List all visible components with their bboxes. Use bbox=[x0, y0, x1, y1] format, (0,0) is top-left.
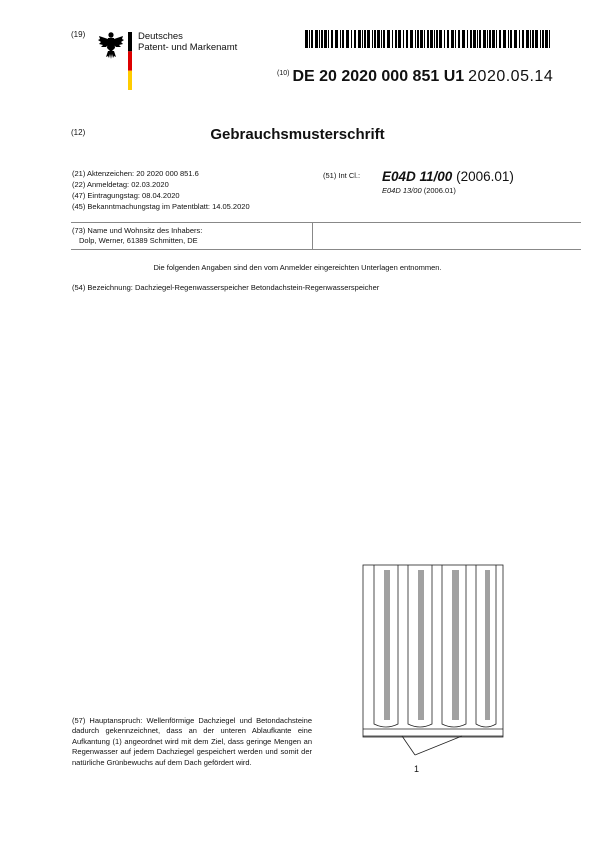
field-57-main-claim: (57) Hauptanspruch: Wellenförmige Dachziegel und Betondachsteine dadurch gekennzeichnet, dass an der unteren Ablaufkante eine Aufkantung (1) angeordnet wird mit dem Ziel, dass geringe Mengen an Regenwasser auf jedem Dachziegel gespeichert werden und somit der natürliche Grünbewuchs auf dem Dach gefördert wird. bbox=[72, 716, 312, 767]
field-54-designation: (54) Bezeichnung: Dachziegel-Regenwasserspeicher Betondachstein-Regenwasserspeicher bbox=[72, 283, 380, 292]
drawing-shade-3 bbox=[452, 570, 459, 720]
barcode-bar bbox=[473, 30, 476, 48]
barcode-bar bbox=[489, 30, 491, 48]
barcode-bar bbox=[367, 30, 370, 48]
field-45-publication-date: (45) Bekanntmachungstag im Patentblatt: 14.05.2020 bbox=[72, 202, 250, 211]
barcode-bar bbox=[374, 30, 376, 48]
barcode-bar bbox=[424, 30, 425, 48]
barcode-bar bbox=[319, 30, 320, 48]
barcode-bar bbox=[377, 30, 380, 48]
barcode-bar bbox=[532, 30, 534, 48]
barcode-bar bbox=[430, 30, 433, 48]
german-flag-stripe bbox=[128, 32, 132, 90]
barcode-bar bbox=[372, 30, 373, 48]
field-73-owner-value: Dolp, Werner, 61389 Schmitten, DE bbox=[79, 236, 198, 245]
barcode-bar bbox=[358, 30, 361, 48]
barcode-bar bbox=[305, 30, 308, 48]
applicant-notice: Die folgenden Angaben sind den vom Anmelder eingereichten Unterlagen entnommen. bbox=[153, 263, 442, 272]
ipc-second-code: E04D 13/00 bbox=[382, 186, 422, 195]
field-73-owner-label: (73) Name und Wohnsitz des Inhabers: bbox=[72, 226, 203, 235]
barcode-bar bbox=[526, 30, 529, 48]
office-name-line1: Deutsches bbox=[138, 31, 183, 42]
divider-top bbox=[71, 222, 581, 223]
barcode-bar bbox=[331, 30, 333, 48]
barcode-bar bbox=[458, 30, 460, 48]
barcode-bar bbox=[434, 30, 435, 48]
barcode-bar bbox=[549, 30, 550, 48]
barcode-bar bbox=[420, 30, 423, 48]
barcode-bar bbox=[392, 30, 393, 48]
barcode-bar bbox=[342, 30, 344, 48]
barcode-bar bbox=[406, 30, 408, 48]
barcode-bar bbox=[492, 30, 495, 48]
barcode-bar bbox=[508, 30, 509, 48]
barcode-bar bbox=[447, 30, 449, 48]
flag-red-stripe bbox=[128, 51, 132, 70]
barcode-bar bbox=[351, 30, 352, 48]
barcode-bar bbox=[542, 30, 544, 48]
barcode-bar bbox=[417, 30, 419, 48]
barcode bbox=[305, 30, 553, 48]
publication-date: 2020.05.14 bbox=[468, 68, 554, 85]
flag-gold-stripe bbox=[128, 71, 132, 90]
barcode-bar bbox=[427, 30, 429, 48]
drawing-reference-label: 1 bbox=[414, 764, 420, 774]
roof-tile-drawing bbox=[362, 564, 520, 774]
barcode-bar bbox=[383, 30, 385, 48]
barcode-bar bbox=[436, 30, 438, 48]
barcode-bar bbox=[530, 30, 531, 48]
drawing-shade-4 bbox=[485, 570, 490, 720]
publication-line bbox=[277, 68, 553, 86]
ipc-main-version: (2006.01) bbox=[456, 169, 514, 184]
barcode-bar bbox=[467, 30, 468, 48]
drawing-shade-2 bbox=[418, 570, 424, 720]
barcode-bar bbox=[470, 30, 472, 48]
field-51-ipc-label: (51) Int Cl.: bbox=[323, 171, 361, 180]
office-name-line2: Patent- und Markenamt bbox=[138, 42, 238, 53]
barcode-bar bbox=[522, 30, 524, 48]
barcode-bar bbox=[503, 30, 506, 48]
flag-black-stripe bbox=[128, 32, 132, 51]
barcode-bar bbox=[354, 30, 356, 48]
divider-vertical bbox=[312, 222, 313, 250]
publication-number: DE 20 2020 000 851 U1 bbox=[292, 68, 465, 85]
barcode-bar bbox=[381, 30, 382, 48]
barcode-bar bbox=[444, 30, 445, 48]
barcode-bar bbox=[477, 30, 478, 48]
barcode-bar bbox=[346, 30, 349, 48]
barcode-bar bbox=[545, 30, 548, 48]
barcode-bar bbox=[315, 30, 318, 48]
barcode-bar bbox=[496, 30, 497, 48]
barcode-bar bbox=[362, 30, 363, 48]
inid-12-label: (12) bbox=[71, 128, 86, 137]
barcode-bar bbox=[398, 30, 401, 48]
barcode-bar bbox=[403, 30, 404, 48]
document-type-title: Gebrauchsmusterschrift bbox=[210, 126, 385, 143]
ipc-main-code: E04D 11/00 bbox=[382, 169, 453, 184]
barcode-bar bbox=[455, 30, 456, 48]
barcode-bar bbox=[535, 30, 538, 48]
barcode-bar bbox=[324, 30, 327, 48]
barcode-bar bbox=[340, 30, 341, 48]
barcode-bar bbox=[540, 30, 541, 48]
drawing-leader-line-1 bbox=[402, 736, 415, 755]
barcode-bar bbox=[309, 30, 310, 48]
barcode-bar bbox=[415, 30, 416, 48]
inid-10-label: (10) bbox=[277, 70, 290, 77]
field-47-registration-date: (47) Eintragungstag: 08.04.2020 bbox=[72, 191, 180, 200]
drawing-shade-1 bbox=[384, 570, 390, 720]
field-21-file-number: (21) Aktenzeichen: 20 2020 000 851.6 bbox=[72, 169, 199, 178]
barcode-bar bbox=[387, 30, 390, 48]
barcode-bar bbox=[510, 30, 512, 48]
barcode-bar bbox=[519, 30, 520, 48]
barcode-bar bbox=[439, 30, 442, 48]
federal-eagle-icon bbox=[98, 30, 124, 60]
drawing-leader-line-2 bbox=[415, 736, 462, 755]
barcode-bar bbox=[487, 30, 488, 48]
barcode-bar bbox=[335, 30, 338, 48]
barcode-bar bbox=[410, 30, 413, 48]
barcode-bar bbox=[479, 30, 481, 48]
barcode-bar bbox=[483, 30, 486, 48]
divider-bottom bbox=[71, 249, 581, 250]
ipc-second-version: (2006.01) bbox=[423, 186, 456, 195]
ipc-main-class bbox=[382, 169, 514, 184]
barcode-bar bbox=[311, 30, 313, 48]
barcode-bar bbox=[514, 30, 517, 48]
barcode-bar bbox=[364, 30, 366, 48]
barcode-bar bbox=[328, 30, 329, 48]
office-name bbox=[138, 31, 237, 53]
barcode-bar bbox=[395, 30, 397, 48]
barcode-bar bbox=[462, 30, 465, 48]
inid-19-label: (19) bbox=[71, 30, 86, 39]
ipc-secondary-class bbox=[382, 186, 456, 195]
barcode-bar bbox=[499, 30, 501, 48]
barcode-bar bbox=[451, 30, 454, 48]
barcode-bar bbox=[321, 30, 323, 48]
field-22-filing-date: (22) Anmeldetag: 02.03.2020 bbox=[72, 180, 169, 189]
